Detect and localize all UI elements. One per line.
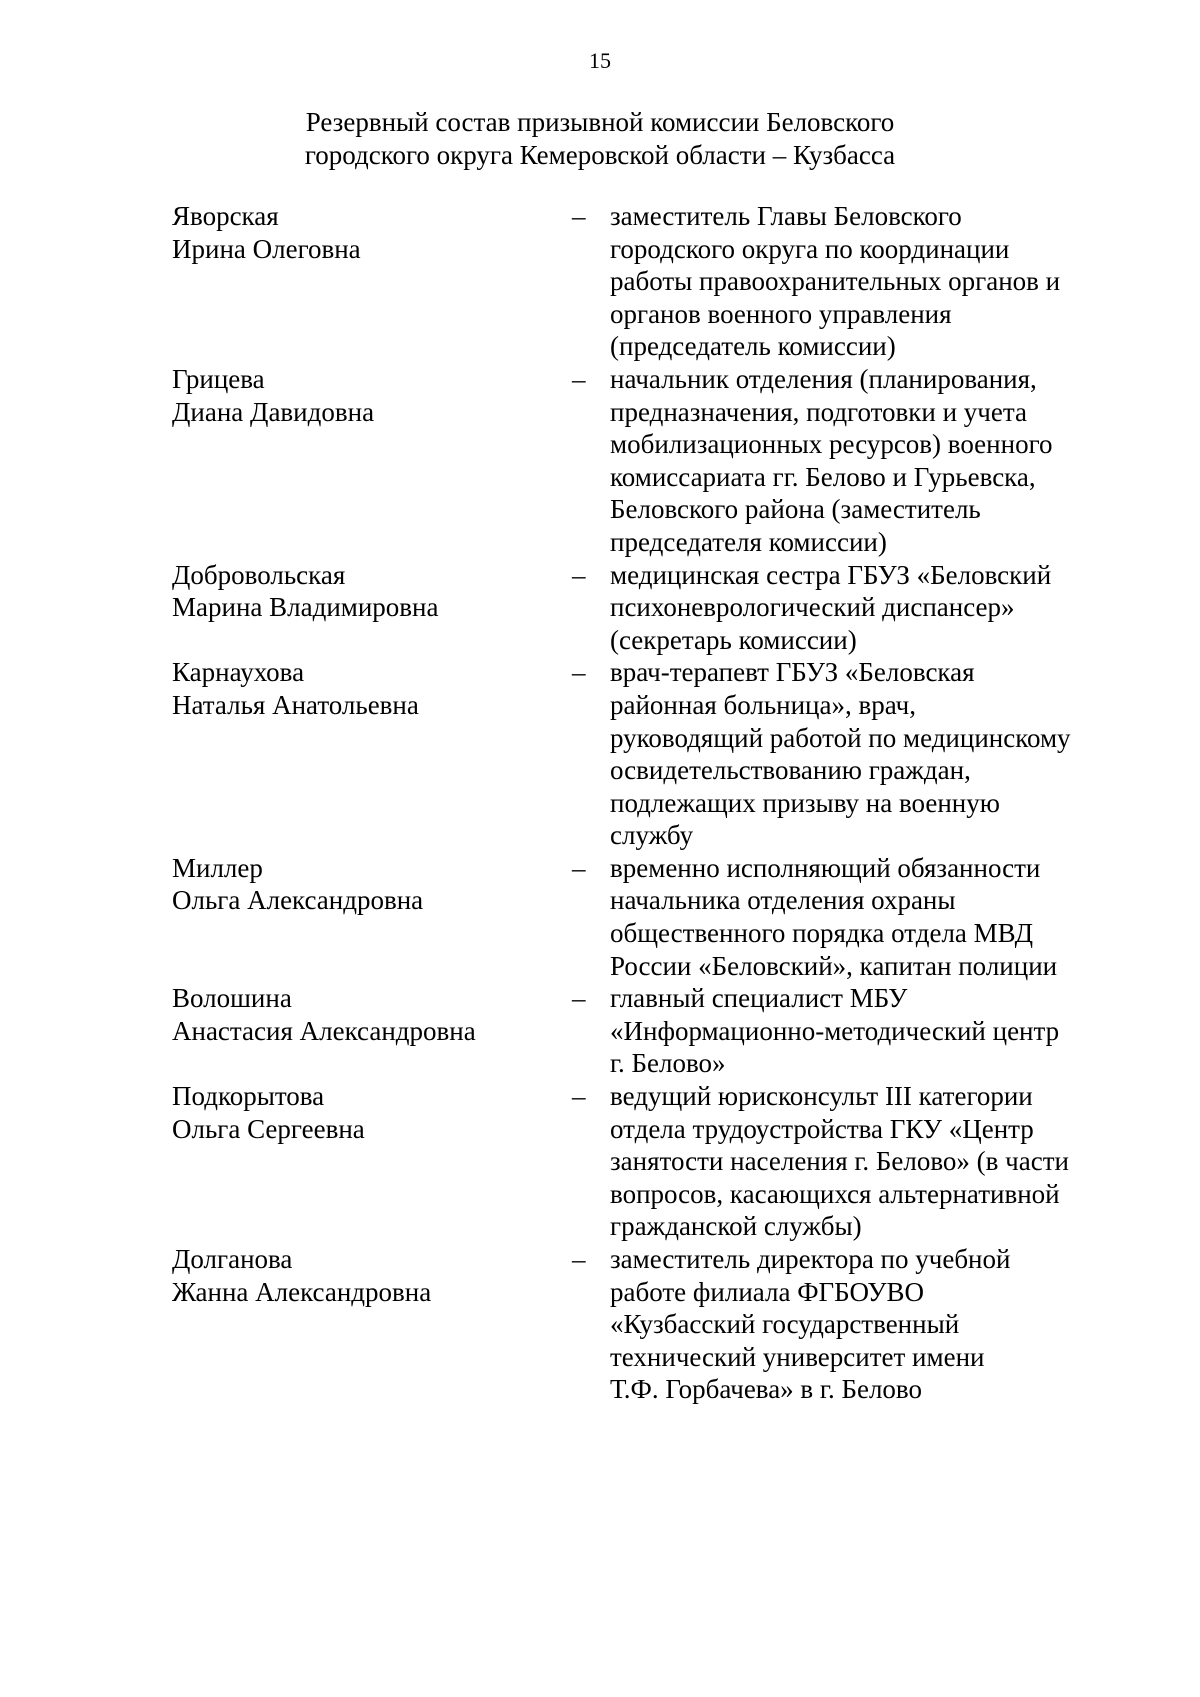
member-role-line: мобилизационных ресурсов) военного — [610, 429, 1053, 460]
member-role-line: подлежащих призыву на военную — [610, 787, 1000, 818]
member-role-line: вопросов, касающихся альтернативной — [610, 1178, 1060, 1209]
document-title-line-1: Резервный состав призывной комиссии Беловского — [305, 107, 895, 137]
members-list — [172, 200, 1112, 1406]
member-entry — [172, 200, 1112, 363]
member-role-line: технический университет имени — [610, 1341, 985, 1372]
member-surname: Подкорытова — [172, 1081, 325, 1112]
member-role-line: работы правоохранительных органов и — [610, 266, 1061, 297]
member-role-line: (председатель комиссии) — [610, 331, 896, 362]
member-name — [172, 656, 572, 852]
dash-separator: – — [572, 983, 586, 1014]
member-role — [610, 1080, 1112, 1243]
member-role-line: (секретарь комиссии) — [610, 624, 857, 655]
member-role-line: психоневрологический диспансер» — [610, 592, 1015, 623]
member-role — [610, 656, 1112, 852]
member-role-line: «Кузбасский государственный — [610, 1309, 960, 1340]
member-role-line: «Информационно-методический центр — [610, 1015, 1060, 1046]
member-given-names: Жанна Александровна — [172, 1276, 432, 1307]
member-surname: Грицева — [172, 363, 265, 394]
member-given-names: Анастасия Александровна — [172, 1015, 476, 1046]
member-role-line: главный специалист МБУ — [610, 983, 908, 1014]
member-given-names: Ольга Сергеевна — [172, 1113, 365, 1144]
member-role-line: временно исполняющий обязанности — [610, 852, 1041, 883]
member-name — [172, 982, 572, 1080]
member-role-line: ведущий юрисконсульт III категории — [610, 1081, 1033, 1112]
document-title-line-2: городского округа Кемеровской области – Кузбасса — [304, 140, 896, 170]
member-entry — [172, 852, 1112, 982]
member-surname: Волошина — [172, 983, 292, 1014]
member-name — [172, 1080, 572, 1243]
member-given-names: Марина Владимировна — [172, 592, 439, 623]
member-role-line: Т.Ф. Горбачева» в г. Белово — [610, 1374, 922, 1405]
document-title — [0, 106, 1200, 172]
member-role-line: работе филиала ФГБОУВО — [610, 1276, 925, 1307]
member-role — [610, 1243, 1112, 1406]
member-role — [610, 982, 1112, 1080]
dash-separator: – — [572, 559, 586, 590]
member-surname: Карнаухова — [172, 657, 305, 688]
member-role-line: заместитель Главы Беловского — [610, 201, 962, 231]
member-surname: Долганова — [172, 1244, 293, 1274]
member-name — [172, 852, 572, 982]
member-role-line: общественного порядка отдела МВД — [610, 918, 1034, 949]
member-given-names: Диана Давидовна — [172, 396, 375, 427]
member-role-line: начальник отделения (планирования, — [610, 363, 1037, 394]
member-role-line: г. Белово» — [610, 1048, 726, 1079]
member-role-line: занятости населения г. Белово» (в части — [610, 1146, 1069, 1177]
member-name — [172, 559, 572, 657]
member-entry — [172, 559, 1112, 657]
member-role-line: руководящий работой по медицинскому — [610, 722, 1071, 753]
member-role-line: районная больница», врач, — [610, 689, 916, 720]
dash-separator: – — [572, 852, 586, 883]
member-name — [172, 363, 572, 559]
member-surname: Добровольская — [172, 559, 346, 590]
member-role — [610, 200, 1112, 363]
member-entry — [172, 363, 1112, 559]
member-role — [610, 852, 1112, 982]
member-role-line: заместитель директора по учебной — [610, 1244, 1011, 1274]
member-entry — [172, 1243, 1112, 1406]
member-surname: Яворская — [172, 201, 279, 231]
member-role — [610, 559, 1112, 657]
member-role-line: председателя комиссии) — [610, 526, 887, 557]
member-name — [172, 200, 572, 363]
member-role-line: начальника отделения охраны — [610, 885, 956, 916]
member-role-line: службу — [610, 820, 694, 851]
member-given-names: Ирина Олеговна — [172, 233, 361, 264]
member-given-names: Ольга Александровна — [172, 885, 424, 916]
member-role-line: отдела трудоустройства ГКУ «Центр — [610, 1113, 1034, 1144]
member-role-line: врач-терапевт ГБУЗ «Беловская — [610, 657, 975, 688]
member-name — [172, 1243, 572, 1406]
dash-separator: – — [572, 201, 586, 231]
member-role-line: освидетельствованию граждан, — [610, 755, 971, 786]
member-given-names: Наталья Анатольевна — [172, 689, 419, 720]
member-role-line: городского округа по координации — [610, 233, 1010, 264]
member-entry — [172, 1080, 1112, 1243]
member-role-line: органов военного управления — [610, 298, 952, 329]
member-role-line: комиссариата гг. Белово и Гурьевска, — [610, 461, 1036, 492]
member-role-line: медицинская сестра ГБУЗ «Беловский — [610, 559, 1052, 590]
member-entry — [172, 982, 1112, 1080]
member-role — [610, 363, 1112, 559]
member-role-line: России «Беловский», капитан полиции — [610, 950, 1058, 981]
member-role-line: предназначения, подготовки и учета — [610, 396, 1027, 427]
page-number: 15 — [589, 48, 611, 73]
member-entry — [172, 656, 1112, 852]
member-role-line: гражданской службы) — [610, 1211, 862, 1242]
dash-separator: – — [572, 1244, 586, 1274]
dash-separator: – — [572, 1081, 586, 1112]
member-role-line: Беловского района (заместитель — [610, 494, 981, 525]
dash-separator: – — [572, 363, 586, 394]
member-surname: Миллер — [172, 852, 263, 883]
dash-separator: – — [572, 657, 586, 688]
